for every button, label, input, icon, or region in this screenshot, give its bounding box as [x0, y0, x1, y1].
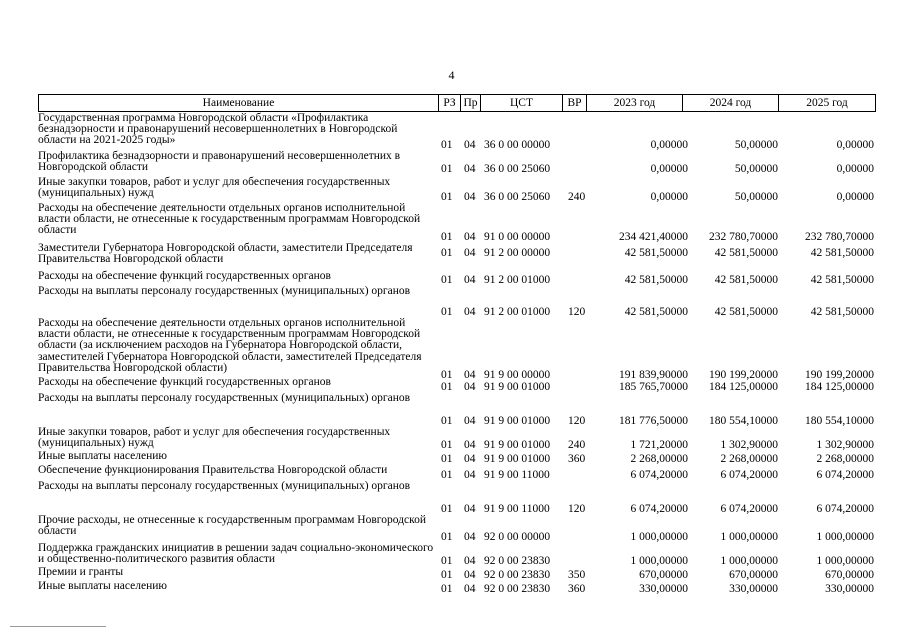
- table-row: [38, 543, 878, 567]
- header-vr: ВР: [563, 95, 587, 111]
- row-y2024: 1 000,00000: [720, 531, 778, 543]
- header-2025: 2025 год: [806, 97, 848, 109]
- row-rz: 01: [441, 369, 453, 381]
- row-pr: 04: [464, 163, 476, 175]
- row-pr: 04: [464, 191, 476, 203]
- row-cst: 92 0 00 23830: [484, 569, 551, 581]
- row-y2024: 50,00000: [734, 191, 778, 203]
- row-pr: 04: [464, 231, 476, 243]
- row-vr: 240: [568, 191, 586, 203]
- row-y2025: 6 074,20000: [816, 503, 874, 515]
- row-y2025: 2 268,00000: [816, 453, 874, 465]
- row-pr: 04: [464, 369, 476, 381]
- row-vr: 360: [568, 453, 586, 465]
- row-rz: 01: [441, 191, 453, 203]
- row-name: Иные закупки товаров, работ и услуг для обеспечения государственных (муниципальных) нужд: [38, 426, 391, 450]
- row-y2024: 42 581,50000: [714, 274, 778, 286]
- row-rz: 01: [441, 415, 453, 427]
- row-rz: 01: [441, 163, 453, 175]
- row-pr: 04: [464, 555, 476, 567]
- row-name: Расходы на выплаты персоналу государственных (муниципальных) органов: [38, 285, 411, 297]
- table-row: [38, 393, 878, 427]
- row-y2023: 0,00000: [650, 163, 688, 175]
- row-y2024: 50,00000: [734, 139, 778, 151]
- row-y2023: 185 765,70000: [619, 381, 688, 393]
- row-y2025: 0,00000: [836, 191, 874, 203]
- row-cst: 36 0 00 25060: [484, 191, 551, 203]
- table-row: [38, 515, 878, 543]
- row-vr: 120: [568, 503, 586, 515]
- row-y2023: 1 721,20000: [630, 439, 688, 451]
- row-rz: 01: [441, 274, 453, 286]
- table-row: [38, 567, 878, 581]
- row-name: Иные выплаты населению: [38, 450, 167, 462]
- row-name: Обеспечение функционирования Правительства Новгородской области: [38, 464, 388, 476]
- row-cst: 91 9 00 01000: [484, 415, 551, 427]
- row-name: Профилактика безнадзорности и правонарушений несовершеннолетних в Новгородской области: [38, 150, 401, 174]
- page-number: 4: [448, 68, 455, 82]
- row-y2024: 184 125,00000: [709, 381, 778, 393]
- row-y2024: 6 074,20000: [720, 503, 778, 515]
- row-cst: 91 2 00 00000: [484, 247, 551, 259]
- row-rz: 01: [441, 469, 453, 481]
- row-vr: 120: [568, 415, 586, 427]
- row-y2025: 1 000,00000: [816, 555, 874, 567]
- row-cst: 91 9 00 01000: [484, 439, 551, 451]
- row-y2023: 42 581,50000: [624, 274, 688, 286]
- row-pr: 04: [464, 381, 476, 393]
- row-y2024: 670,00000: [729, 569, 778, 581]
- row-pr: 04: [464, 247, 476, 259]
- row-name: Расходы на обеспечение функций государственных органов: [38, 376, 331, 388]
- row-cst: 91 9 00 11000: [484, 503, 550, 515]
- row-y2025: 184 125,00000: [805, 381, 874, 393]
- row-pr: 04: [464, 583, 476, 595]
- row-pr: 04: [464, 503, 476, 515]
- row-name: Премии и гранты: [38, 566, 124, 578]
- row-pr: 04: [464, 453, 476, 465]
- row-rz: 01: [441, 439, 453, 451]
- row-rz: 01: [441, 555, 453, 567]
- row-pr: 04: [464, 139, 476, 151]
- footer-divider: [10, 626, 106, 627]
- row-y2023: 330,00000: [639, 583, 688, 595]
- row-y2023: 1 000,00000: [630, 531, 688, 543]
- row-y2024: 1 000,00000: [720, 555, 778, 567]
- row-y2024: 180 554,10000: [709, 415, 778, 427]
- row-y2023: 6 074,20000: [630, 503, 688, 515]
- row-name: Иные выплаты населению: [38, 580, 167, 592]
- row-name: Поддержка гражданских инициатив в решении задач социально-экономического и общественно-политического развития области: [38, 542, 434, 566]
- table-row: [38, 465, 878, 481]
- table-row: [38, 177, 878, 203]
- row-y2023: 181 776,50000: [619, 415, 688, 427]
- row-y2025: 6 074,20000: [816, 469, 874, 481]
- row-pr: 04: [464, 569, 476, 581]
- table-row: [38, 318, 878, 381]
- row-y2023: 2 268,00000: [630, 453, 688, 465]
- table-row: [38, 377, 878, 393]
- row-y2025: 42 581,50000: [810, 306, 874, 318]
- row-cst: 91 9 00 01000: [484, 381, 551, 393]
- row-cst: 36 0 00 25060: [484, 163, 551, 175]
- row-y2024: 2 268,00000: [720, 453, 778, 465]
- row-vr: 350: [568, 569, 586, 581]
- row-y2025: 0,00000: [836, 139, 874, 151]
- row-y2025: 42 581,50000: [810, 247, 874, 259]
- table-row: [38, 203, 878, 243]
- row-name: Государственная программа Новгородской области «Профилактика безнадзорности и правонарушений несовершеннолетних в Новгородской области на 2021-2025 годы»: [38, 112, 398, 147]
- row-y2024: 42 581,50000: [714, 247, 778, 259]
- row-y2024: 42 581,50000: [714, 306, 778, 318]
- row-y2025: 180 554,10000: [805, 415, 874, 427]
- header-rz: РЗ: [439, 95, 461, 111]
- table-row: [38, 451, 878, 465]
- row-rz: 01: [441, 531, 453, 543]
- row-rz: 01: [441, 583, 453, 595]
- row-vr: 120: [568, 306, 586, 318]
- row-name: Иные закупки товаров, работ и услуг для обеспечения государственных (муниципальных) нужд: [38, 176, 391, 200]
- row-y2023: 42 581,50000: [624, 247, 688, 259]
- table-row: [38, 481, 878, 515]
- table-row: [38, 581, 878, 595]
- header-name: Наименование: [39, 95, 439, 111]
- row-y2025: 670,00000: [825, 569, 874, 581]
- row-cst: 91 9 00 11000: [484, 469, 550, 481]
- table-row: [38, 242, 878, 266]
- row-vr: 360: [568, 583, 586, 595]
- header-cst: ЦСТ: [481, 95, 563, 111]
- row-y2025: 0,00000: [836, 163, 874, 175]
- row-pr: 04: [464, 274, 476, 286]
- row-name: Расходы на обеспечение деятельности отдельных органов исполнительной власти области, не отнесенные к государственным программам Новгородской области (за исключением расходов на Губернатора Новгородской области, заместителей Губернатора Новгородской области, заместителей Председателя Правительства Новгородской области): [38, 317, 422, 374]
- row-name: Прочие расходы, не отнесенные к государственным программам Новгородской области: [38, 514, 427, 538]
- row-y2024: 50,00000: [734, 163, 778, 175]
- row-name: Расходы на обеспечение функций государственных органов: [38, 270, 331, 282]
- row-rz: 01: [441, 503, 453, 515]
- table-header: [38, 94, 876, 112]
- row-y2025: 232 780,70000: [805, 231, 874, 243]
- header-pr: Пр: [461, 95, 481, 111]
- row-y2025: 190 199,20000: [805, 369, 874, 381]
- header-2023: 2023 год: [587, 95, 683, 111]
- table-row: [38, 151, 878, 175]
- row-y2023: 6 074,20000: [630, 469, 688, 481]
- header-2024: 2024 год: [683, 95, 779, 111]
- row-y2024: 232 780,70000: [709, 231, 778, 243]
- row-pr: 04: [464, 531, 476, 543]
- row-cst: 92 0 00 23830: [484, 583, 551, 595]
- row-y2023: 234 421,40000: [619, 231, 688, 243]
- row-cst: 91 2 00 01000: [484, 306, 551, 318]
- row-cst: 36 0 00 00000: [484, 139, 551, 151]
- row-cst: 92 0 00 23830: [484, 555, 551, 567]
- row-rz: 01: [441, 306, 453, 318]
- row-cst: 91 9 00 00000: [484, 369, 551, 381]
- row-rz: 01: [441, 381, 453, 393]
- row-name: Расходы на выплаты персоналу государственных (муниципальных) органов: [38, 392, 411, 404]
- row-y2023: 42 581,50000: [624, 306, 688, 318]
- row-pr: 04: [464, 469, 476, 481]
- table-row: [38, 113, 878, 151]
- row-cst: 91 0 00 00000: [484, 231, 551, 243]
- row-cst: 91 2 00 01000: [484, 274, 551, 286]
- row-y2023: 1 000,00000: [630, 555, 688, 567]
- row-y2024: 190 199,20000: [709, 369, 778, 381]
- row-name: Расходы на обеспечение деятельности отдельных органов исполнительной власти области, не отнесенные к государственным программам Новгородской области: [38, 202, 421, 237]
- row-rz: 01: [441, 453, 453, 465]
- row-y2025: 42 581,50000: [810, 274, 874, 286]
- table-row: [38, 286, 878, 318]
- row-vr: 240: [568, 439, 586, 451]
- row-y2025: 1 302,90000: [816, 439, 874, 451]
- row-y2024: 1 302,90000: [720, 439, 778, 451]
- row-rz: 01: [441, 139, 453, 151]
- row-cst: 91 9 00 01000: [484, 453, 551, 465]
- row-name: Расходы на выплаты персоналу государственных (муниципальных) органов: [38, 480, 411, 492]
- row-pr: 04: [464, 306, 476, 318]
- row-y2025: 330,00000: [825, 583, 874, 595]
- row-rz: 01: [441, 247, 453, 259]
- row-name: Заместители Губернатора Новгородской области, заместители Председателя Правительства Новгородской области: [38, 242, 413, 266]
- row-pr: 04: [464, 439, 476, 451]
- row-y2023: 670,00000: [639, 569, 688, 581]
- row-pr: 04: [464, 415, 476, 427]
- row-y2024: 330,00000: [729, 583, 778, 595]
- row-cst: 92 0 00 00000: [484, 531, 551, 543]
- row-y2025: 1 000,00000: [816, 531, 874, 543]
- row-y2023: 191 839,90000: [619, 369, 688, 381]
- row-rz: 01: [441, 569, 453, 581]
- row-rz: 01: [441, 231, 453, 243]
- table-row: [38, 427, 878, 451]
- row-y2023: 0,00000: [650, 191, 688, 203]
- row-y2024: 6 074,20000: [720, 469, 778, 481]
- table-row: [38, 271, 878, 286]
- row-y2023: 0,00000: [650, 139, 688, 151]
